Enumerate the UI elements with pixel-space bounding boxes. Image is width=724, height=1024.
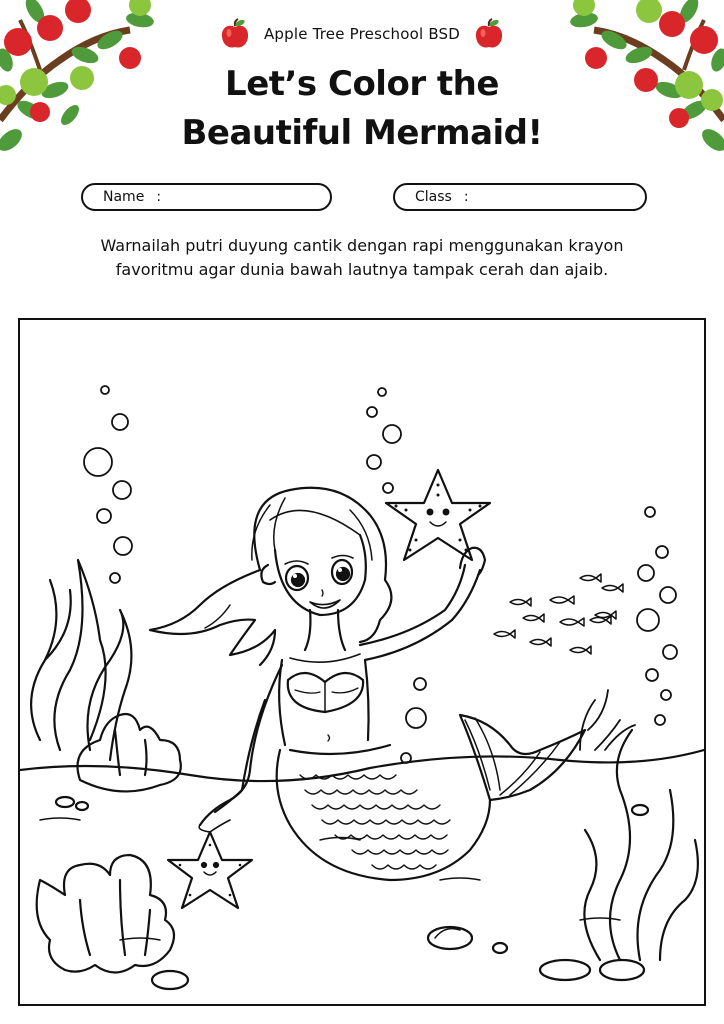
coral-left [78,714,181,791]
title-line-2: Beautiful Mermaid! [181,113,543,153]
starfish-bottom [168,832,252,908]
page-title [0,60,724,158]
apple-icon [474,18,504,50]
class-label: Class [415,189,452,205]
mermaid-body [199,548,485,832]
mermaid-illustration [20,320,704,1004]
mermaid-hair [150,488,391,665]
name-colon: : [156,189,162,205]
seaweed-right [584,730,698,960]
coloring-frame [18,318,706,1006]
name-field[interactable] [81,183,332,211]
title-line-1: Let’s Color the [225,64,499,104]
mermaid-tail [277,715,585,880]
apple-icon [220,18,250,50]
class-field[interactable] [393,183,647,211]
name-label: Name [103,189,145,205]
class-colon: : [463,189,469,205]
fish-school [494,574,623,654]
coral-right [580,690,635,750]
seaweed-left [31,560,131,760]
bubbles [84,386,677,763]
mermaid-face [261,535,365,615]
instructions-line-1: Warnailah putri duyung cantik dengan rapi menggunakan krayon [100,236,624,255]
starfish-held [386,470,490,560]
school-header [0,16,724,52]
coral-bottom-left [37,855,174,973]
school-name: Apple Tree Preschool BSD [263,25,461,43]
instructions [60,234,664,282]
instructions-line-2: favoritmu agar dunia bawah lautnya tampak cerah dan ajaib. [115,260,609,279]
